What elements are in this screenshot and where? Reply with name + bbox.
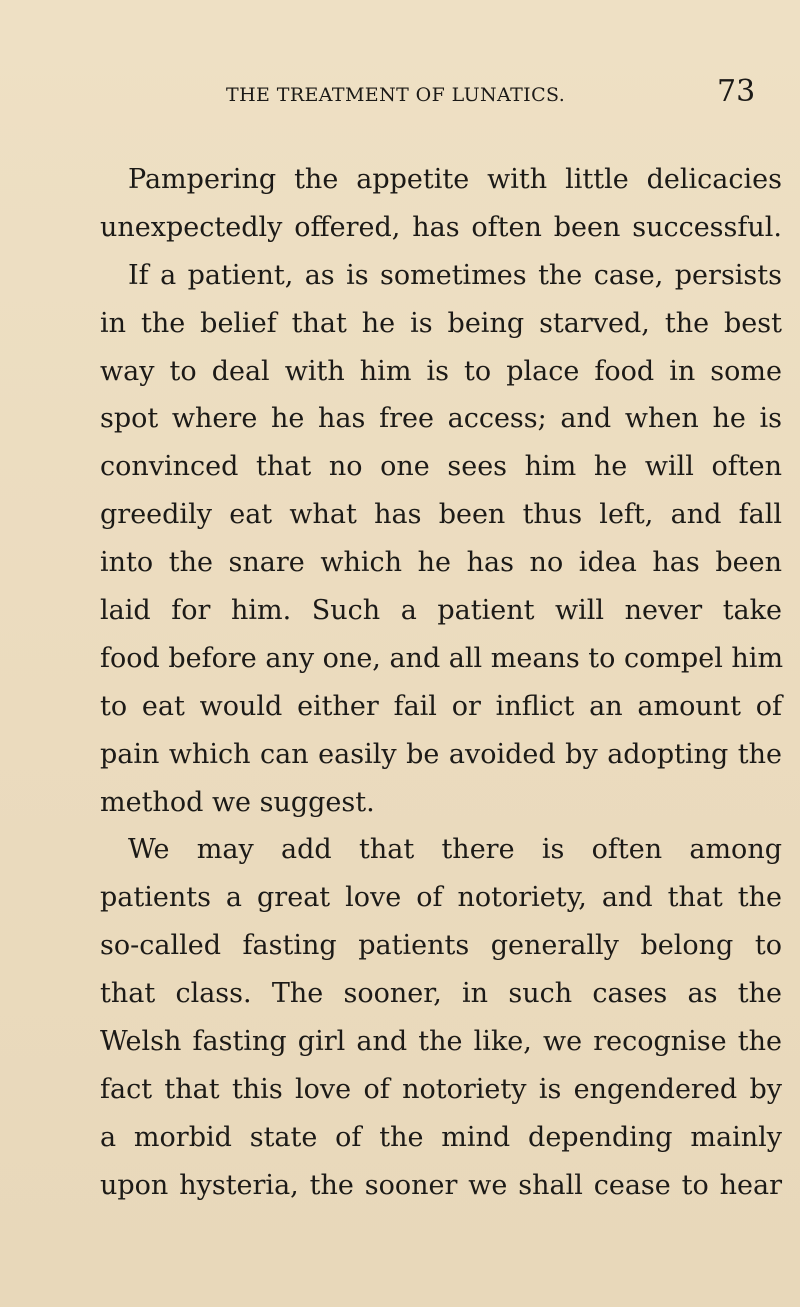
text-line: method we suggest. — [100, 786, 375, 818]
text-line: into the snare which he has no idea has been — [100, 547, 782, 579]
text-line: If a patient, as is sometimes the case, persists — [128, 259, 782, 291]
text-line: so-called fasting patients generally belong to — [100, 930, 782, 962]
text-line: Pampering the appetite with little delicacies — [128, 164, 782, 195]
text-line: upon hysteria, the sooner we shall cease to hear — [100, 1169, 782, 1201]
text-line: laid for him. Such a patient will never take — [100, 595, 782, 627]
text-line: that class. The sooner, in such cases as the — [100, 978, 782, 1010]
text-line: food before any one, and all means to compel him — [100, 642, 784, 674]
text-line: to eat would either fail or inflict an amount of — [100, 690, 782, 722]
text-line: We may add that there is often among — [128, 834, 782, 866]
text-line: convinced that no one sees him he will often — [100, 451, 782, 483]
text-line: way to deal with him is to place food in some — [100, 355, 782, 387]
page-number: 73 — [717, 74, 756, 109]
text-line: spot where he has free access; and when he is — [100, 403, 782, 435]
text-line: greedily eat what has been thus left, and fall — [100, 499, 782, 531]
text-line: pain which can easily be avoided by adopting the — [100, 738, 782, 770]
text-line: a morbid state of the mind depending mainly — [100, 1121, 782, 1153]
running-title: THE TREATMENT OF LUNATICS. — [226, 84, 566, 106]
text-line: fact that this love of notoriety is engendered by — [100, 1073, 782, 1105]
text-line: patients a great love of notoriety, and that the — [100, 882, 782, 914]
page-header — [0, 74, 800, 112]
text-line: in the belief that he is being starved, the best — [100, 307, 782, 339]
text-line: Welsh fasting girl and the like, we recognise the — [100, 1026, 782, 1058]
body-text — [100, 156, 782, 1210]
text-line: unexpectedly offered, has often been successful. — [100, 211, 782, 243]
